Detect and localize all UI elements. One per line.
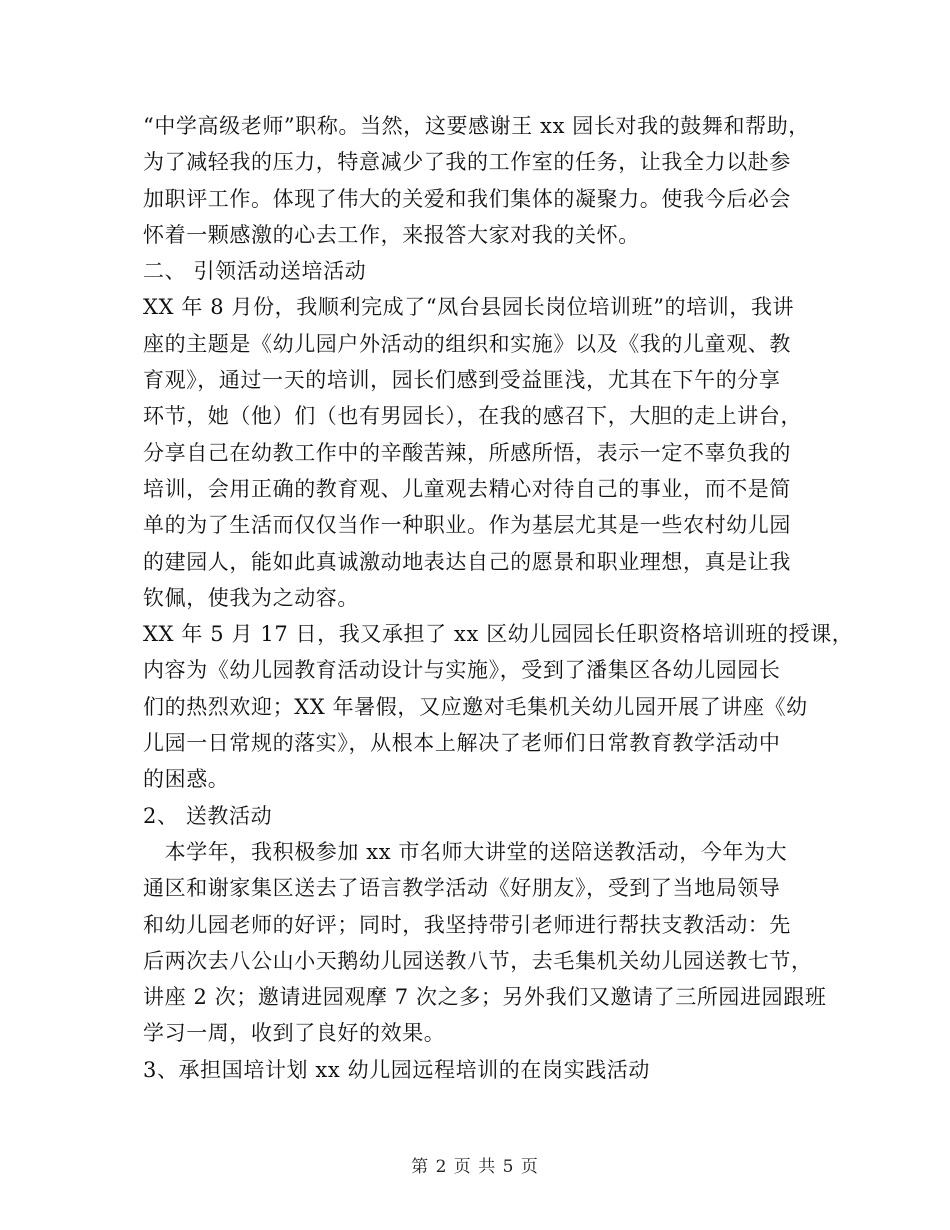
text-line: 单的为了生活而仅仅当作一种职业。作为基层尤其是一些农村幼儿园 bbox=[143, 513, 791, 538]
text-line: 们的热烈欢迎；XX 年暑假，又应邀对毛集机关幼儿园开展了讲座《幼 bbox=[143, 694, 808, 719]
text-line: 座的主题是《幼儿园户外活动的组织和实施》以及《我的儿童观、教 bbox=[143, 331, 791, 356]
text-line: 分享自己在幼教工作中的辛酸苦辣，所感所悟，表示一定不辜负我的 bbox=[143, 440, 791, 465]
page-number: 第 2 页 共 5 页 bbox=[411, 1157, 539, 1177]
text-line: 的困惑。 bbox=[143, 767, 230, 792]
text-line: 的建园人，能如此真诚激动地表达自己的愿景和职业理想，真是让我 bbox=[143, 549, 791, 574]
text-line: 后两次去八公山小天鹅幼儿园送教八节，去毛集机关幼儿园送教七节， bbox=[143, 948, 813, 973]
text-line: 学习一周，收到了良好的效果。 bbox=[143, 1021, 446, 1046]
text-line: “中学高级老师”职称。当然，这要感谢王 xx 园长对我的鼓舞和帮助， bbox=[143, 114, 810, 138]
text-line: 儿园一日常规的落实》，从根本上解决了老师们日常教育教学活动中 bbox=[143, 731, 781, 756]
text-line: 怀着一颗感激的心去工作，来报答大家对我的关怀。 bbox=[143, 222, 640, 247]
text-line: 培训，会用正确的教育观、儿童观去精心对待自己的事业，而不是简 bbox=[143, 476, 791, 501]
document-body bbox=[143, 108, 854, 1088]
text-line: 环节，她（他）们（也有男园长），在我的感召下，大胆的走上讲台， bbox=[143, 404, 803, 429]
text-line: XX 年 5 月 17 日，我又承担了 xx 区幼儿园园长任职资格培训班的授课， bbox=[143, 622, 854, 647]
section-heading: 二、 引领活动送培活动 bbox=[143, 259, 367, 284]
text-line: 和幼儿园老师的好评；同时，我坚持带引老师进行帮扶支教活动：先 bbox=[143, 912, 791, 937]
text-line: 内容为《幼儿园教育活动设计与实施》，受到了潘集区各幼儿园园长 bbox=[143, 658, 781, 683]
text-line: 加职评工作。体现了伟大的关爱和我们集体的凝聚力。使我今后必会 bbox=[143, 186, 791, 211]
text-line: 讲座 2 次；邀请进园观摩 7 次之多；另外我们又邀请了三所园进园跟班 bbox=[143, 985, 827, 1010]
text-line: 为了减轻我的压力，特意减少了我的工作室的任务，让我全力以赴参 bbox=[143, 150, 791, 175]
text-line: XX 年 8 月份，我顺利完成了“凤台县园长岗位培训班”的培训，我讲 bbox=[143, 295, 795, 320]
text-line: 钦佩，使我为之动容。 bbox=[143, 585, 359, 610]
text-line: 通区和谢家集区送去了语言教学活动《好朋友》，受到了当地局领导 bbox=[143, 876, 781, 901]
section-heading: 2、 送教活动 bbox=[143, 803, 273, 828]
section-heading: 3、承担国培计划 xx 幼儿园远程培训的在岗实践活动 bbox=[143, 1057, 650, 1082]
text-line: 育观》，通过一天的培训，园长们感到受益匪浅，尤其在下午的分享 bbox=[143, 368, 781, 393]
text-line: 本学年，我积极参加 xx 市名师大讲堂的送陪送教活动，今年为大 bbox=[143, 839, 788, 864]
